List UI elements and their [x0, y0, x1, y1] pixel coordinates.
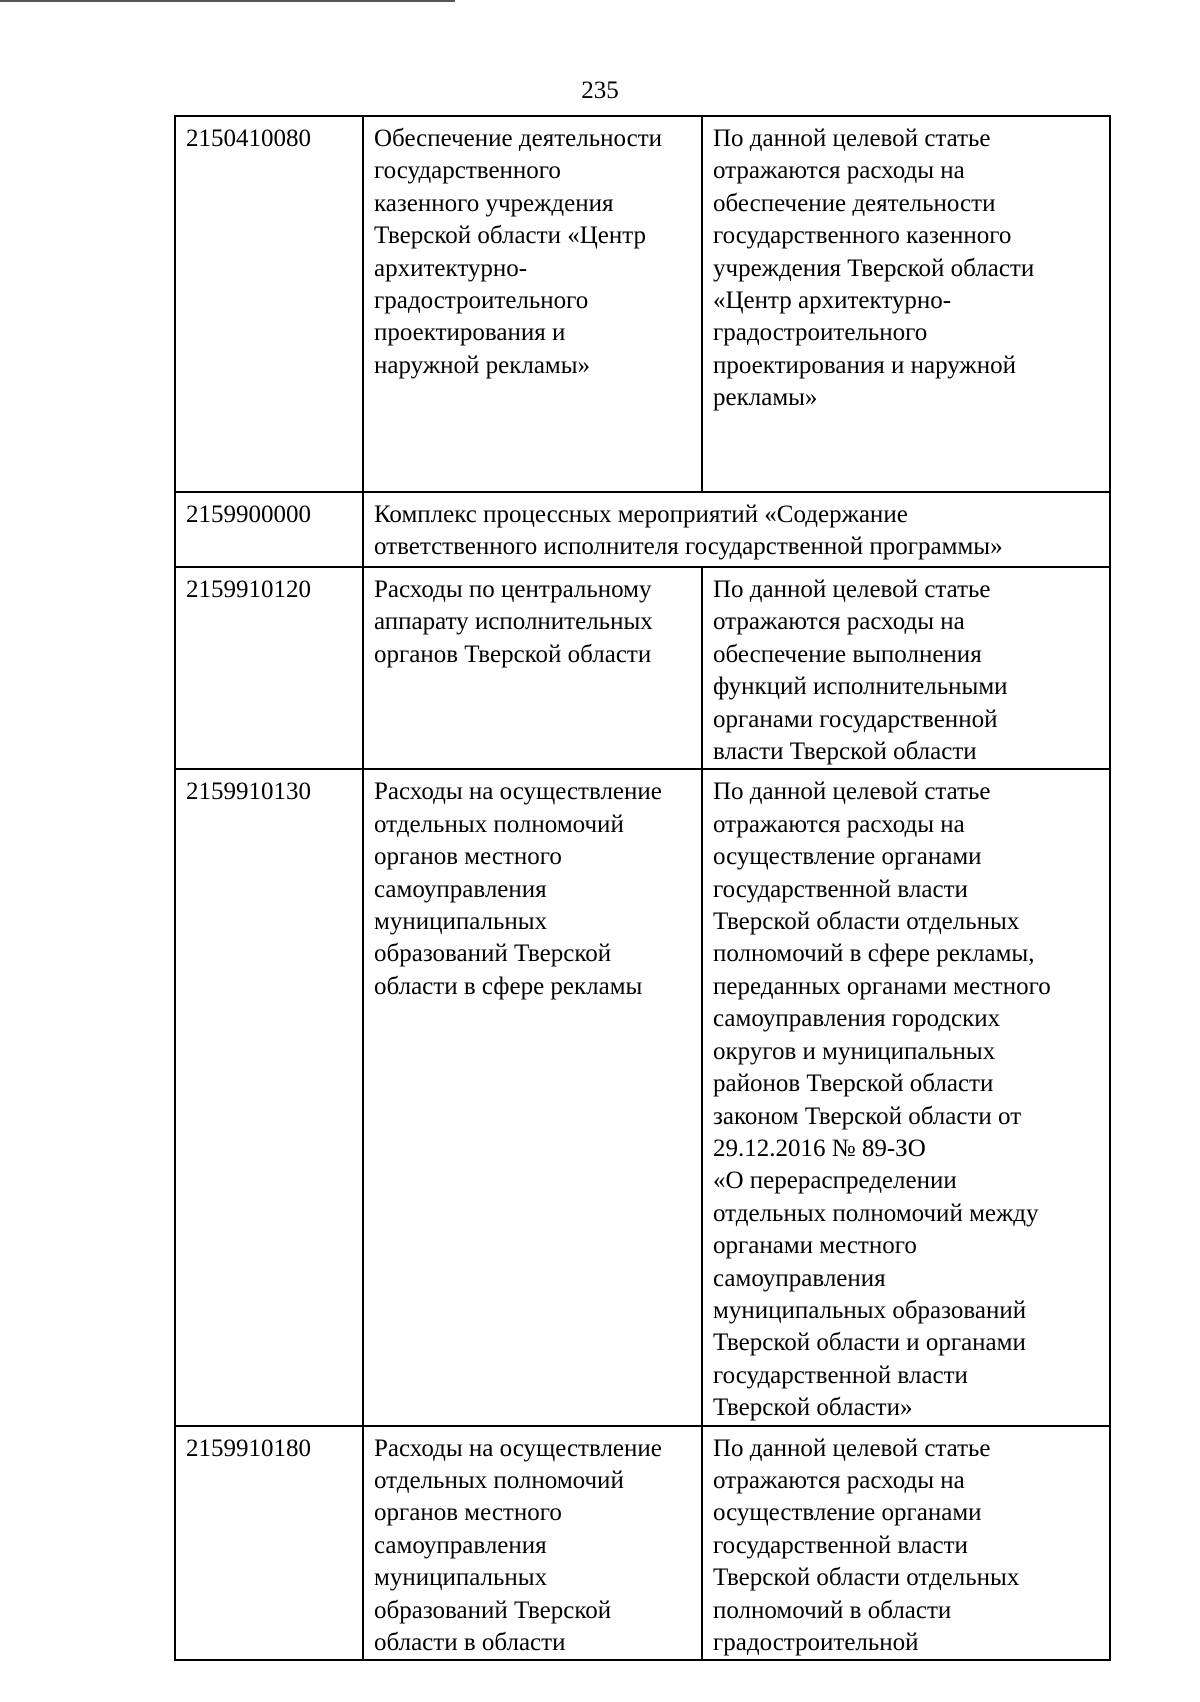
target-article-code: 2150410080 — [175, 116, 363, 492]
target-article-code: 2159910180 — [175, 1426, 363, 1661]
process-complex-title: Комплекс процессных мероприятий «Содержание ответственного исполнителя государственной программы» — [363, 492, 1110, 567]
target-article-description: По данной целевой статье отражаются расходы на обеспечение выполнения функций исполнительными органами государственной власти Тверской области — [702, 567, 1110, 769]
table-row — [175, 1426, 1110, 1661]
target-article-description: По данной целевой статье отражаются расходы на обеспечение деятельности государственного казенного учреждения Тверской области «Центр архитектурно- градостроительного проектирования и наружной рекламы» — [702, 116, 1110, 492]
budget-classification-table — [174, 115, 1111, 1661]
target-article-code: 2159900000 — [175, 492, 363, 567]
page-number: 235 — [581, 77, 619, 104]
scan-edge-line — [0, 0, 455, 2]
table-row — [175, 567, 1110, 769]
target-article-code: 2159910130 — [175, 769, 363, 1425]
table-row — [175, 492, 1110, 567]
target-article-name: Расходы по центральному аппарату исполнительных органов Тверской области — [363, 567, 702, 769]
target-article-code: 2159910120 — [175, 567, 363, 769]
target-article-name: Расходы на осуществление отдельных полномочий органов местного самоуправления муниципальных образований Тверской области в сфере рекламы — [363, 769, 702, 1425]
target-article-description: По данной целевой статье отражаются расходы на осуществление органами государственной власти Тверской области отдельных полномочий в сфере рекламы, переданных органами местного самоуправления городских округов и муниципальных районов Тверской области законом Тверской области от 29.12.2016 № 89-ЗО «О перераспределении отдельных полномочий между органами местного самоуправления муниципальных образований Тверской области и органами государственной власти Тверской области» — [702, 769, 1110, 1425]
table-row — [175, 116, 1110, 492]
target-article-description: По данной целевой статье отражаются расходы на осуществление органами государственной власти Тверской области отдельных полномочий в области градостроительной — [702, 1426, 1110, 1661]
target-article-name: Расходы на осуществление отдельных полномочий органов местного самоуправления муниципальных образований Тверской области в области — [363, 1426, 702, 1661]
target-article-name: Обеспечение деятельности государственного казенного учреждения Тверской области «Центр архитектурно- градостроительного проектирования и наружной рекламы» — [363, 116, 702, 492]
table-row — [175, 769, 1110, 1425]
